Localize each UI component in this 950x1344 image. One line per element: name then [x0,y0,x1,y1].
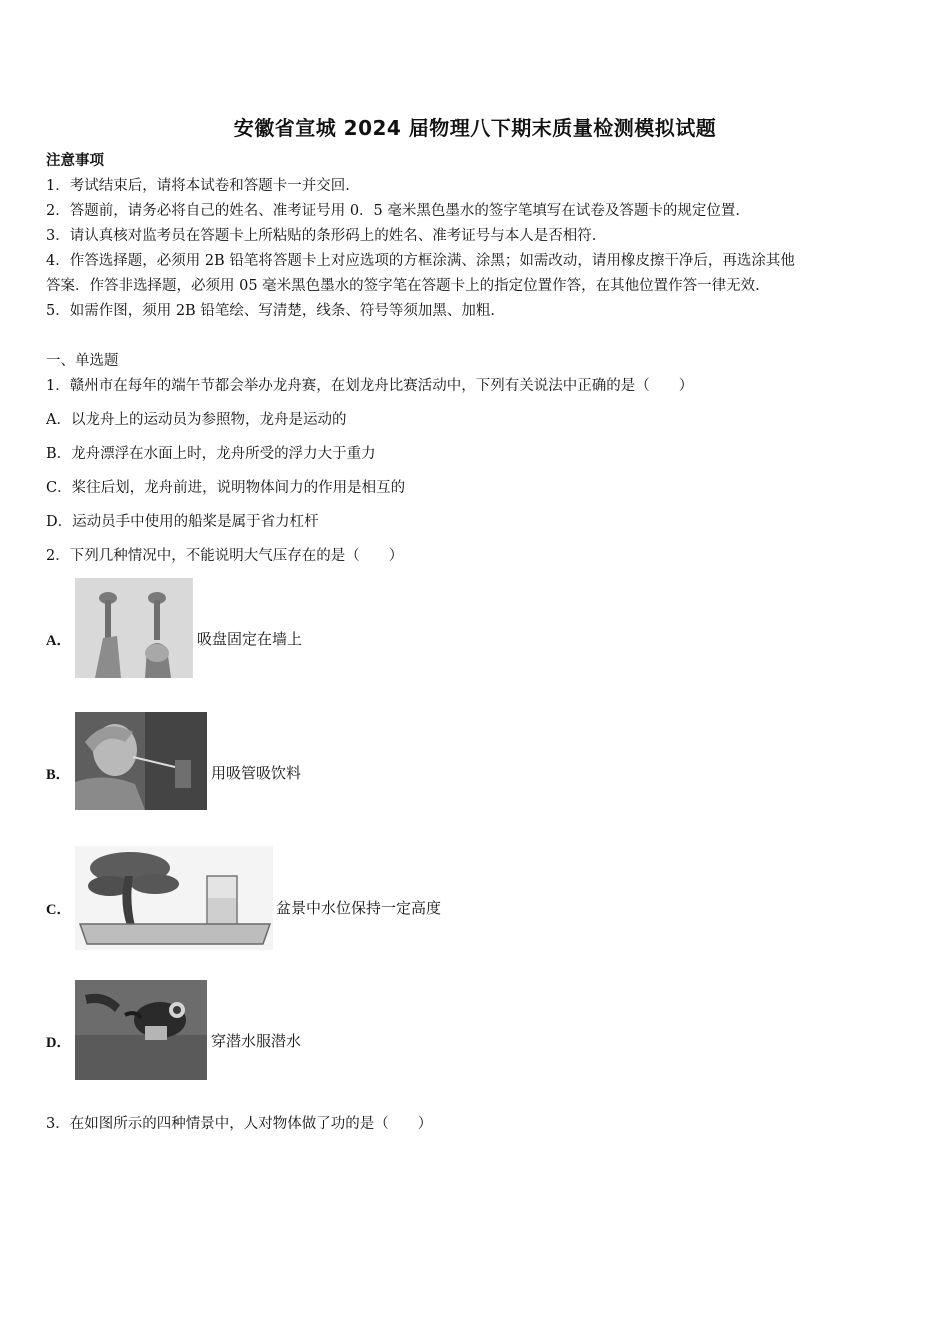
q1-option-c: C．桨往后划，龙舟前进，说明物体间力的作用是相互的 [46,480,406,496]
notice-item: 3．请认真核对监考员在答题卡上所粘贴的条形码上的姓名、准考证号与本人是否相符. [46,228,597,244]
notice-item: 答案．作答非选择题，必须用 05 毫米黑色墨水的签字笔在答题卡上的指定位置作答，在其他位置作答一律无效. [46,278,760,294]
q2-option-d-caption: 穿潜水服潜水 [211,1032,302,1050]
q2-option-d-letter: D． [46,1035,71,1051]
notice-item: 2．答题前，请务必将自己的姓名、准考证号用 0．5 毫米黑色墨水的签字笔填写在试卷及答题卡的规定位置. [46,203,740,219]
bonsai-water-bottle-photo-icon [75,846,273,950]
q1-option-d: D．运动员手中使用的船桨是属于省力杠杆 [46,514,319,530]
q1-option-a: A．以龙舟上的运动员为参照物，龙舟是运动的 [46,412,347,428]
section-heading: 一、单选题 [46,353,119,369]
notice-heading: 注意事项 [46,152,104,169]
q1-option-b: B．龙舟漂浮在水面上时，龙舟所受的浮力大于重力 [46,446,376,462]
suction-cup-photo-icon [75,578,193,678]
question-1-stem: 1．赣州市在每年的端午节都会举办龙舟赛，在划龙舟比赛活动中，下列有关说法中正确的是（ ） [46,378,694,394]
straw-drinking-photo-icon [75,712,207,810]
q2-option-c-letter: C． [46,902,71,918]
notice-item: 4．作答选择题，必须用 2B 铅笔将答题卡上对应选项的方框涂满、涂黑；如需改动，请用橡皮擦干净后，再选涂其他 [46,253,795,269]
q2-option-c-caption: 盆景中水位保持一定高度 [276,899,442,917]
notice-item: 1．考试结束后，请将本试卷和答题卡一并交回. [46,178,350,194]
notice-item: 5．如需作图，须用 2B 铅笔绘、写清楚，线条、符号等须加黑、加粗. [46,303,495,319]
q2-option-b-caption: 用吸管吸饮料 [211,764,302,782]
q2-option-b-letter: B． [46,767,71,783]
exam-title: 安徽省宣城 2024 届物理八下期末质量检测模拟试题 [233,116,717,140]
question-3-stem: 3．在如图所示的四种情景中，人对物体做了功的是（ ） [46,1116,433,1132]
question-2-stem: 2．下列几种情况中，不能说明大气压存在的是（ ） [46,548,404,564]
q2-option-a-letter: A． [46,633,71,649]
q2-option-a-caption: 吸盘固定在墙上 [197,630,303,648]
scuba-diver-photo-icon [75,980,207,1080]
